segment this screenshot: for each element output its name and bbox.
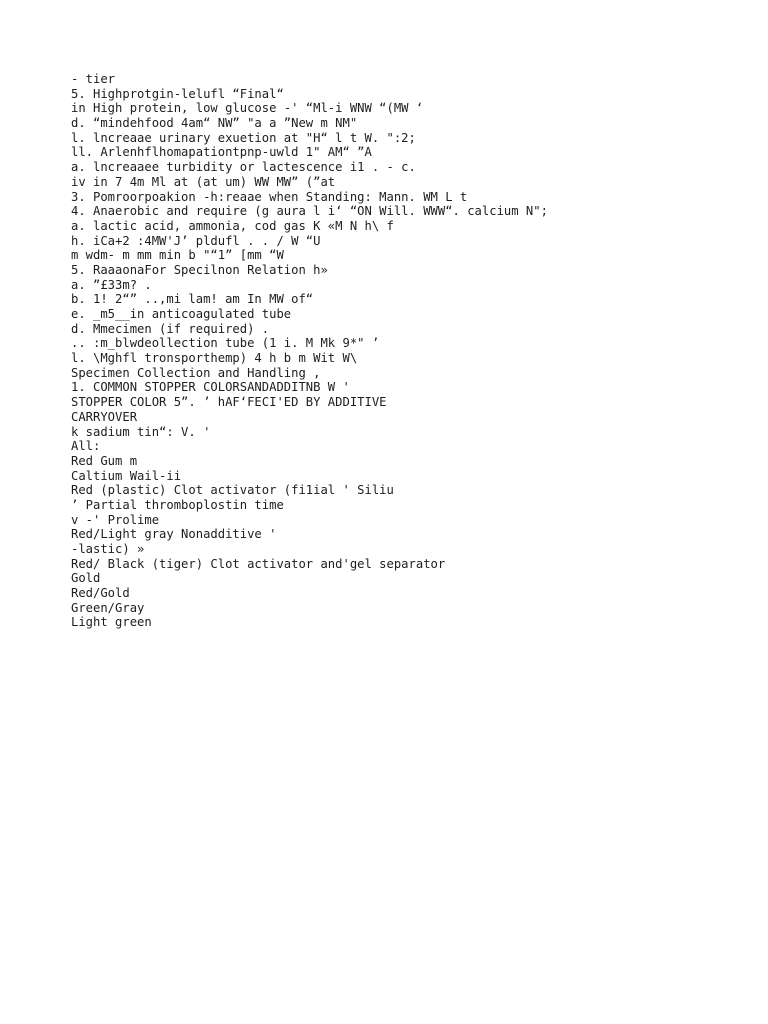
text-line: ll. Arlenhflhomapationtpnp-uwld 1" AM“ ”A — [71, 145, 372, 160]
text-line: Specimen Collection and Handling , — [71, 365, 321, 380]
text-line: 5. RaaaonaFor Specilnon Relation h» — [71, 262, 328, 277]
text-line: h. iCa+2 :4MW'J’ pldufl . . / W “U — [71, 233, 321, 248]
ocr-text-block — [71, 72, 751, 630]
text-line: 5. Highprotgin-lelufl “Final“ — [71, 86, 284, 101]
text-line: .. :m_blwdeollection tube (1 i. M Mk 9*" ’ — [71, 336, 380, 351]
text-line: d. “mindehfood 4am“ NW” "a a ”New m NM" — [71, 116, 358, 131]
text-line: e. _m5__in anticoagulated tube — [71, 307, 292, 321]
text-line: 1. COMMON STOPPER COLORSANDADDITNB W ' — [71, 380, 350, 395]
text-line: ’ Partial thromboplostin time — [71, 497, 284, 512]
text-line: -lastic) » — [71, 542, 145, 556]
text-line: Light green — [71, 615, 152, 630]
text-line: iv in 7 4m Ml at (at um) WW MW” (”at — [71, 174, 336, 189]
text-line: d. Mmecimen (if required) . — [71, 321, 270, 336]
text-line: CARRYOVER — [71, 409, 138, 424]
text-line: l. \Mghfl tronsporthemp) 4 h b m Wit W\ — [71, 351, 358, 366]
text-line: - tier — [71, 72, 116, 86]
text-line: STOPPER COLOR 5”. ’ hAF‘FECI'ED BY ADDITIVE — [71, 395, 387, 410]
text-line: a. ”£33m? . — [71, 277, 152, 292]
text-line: Red (plastic) Clot activator (fi1ial ' Siliu — [71, 483, 394, 498]
text-line: Gold — [71, 571, 101, 586]
text-line: in High protein, low glucose -' “Ml-i WNW “(MW ‘ — [71, 101, 424, 116]
text-line: 4. Anaerobic and require (g aura l i‘ “ON Will. WWW“. calcium N"; — [71, 204, 548, 219]
text-line: v -' Prolime — [71, 512, 160, 527]
text-line: All: — [71, 439, 101, 454]
text-line: Red/ Black (tiger) Clot activator and'gel separator — [71, 556, 446, 571]
text-line: Caltium Wail-ii — [71, 468, 182, 483]
text-line: Green/Gray — [71, 600, 145, 615]
text-line: m wdm- m mm min b "“1” [mm “W — [71, 248, 284, 263]
text-line: Red/Gold — [71, 586, 130, 601]
text-line: a. lncreaaee turbidity or lactescence i1 . - c. — [71, 160, 416, 175]
text-line: k sadium tin“: V. ' — [71, 424, 211, 439]
text-line: Red Gum m — [71, 453, 138, 468]
text-line: l. lncreaae urinary exuetion at "H“ l t W. ":2; — [71, 130, 416, 145]
text-line: Red/Light gray Nonadditive ' — [71, 527, 277, 542]
text-line: 3. Pomroorpoakion -h:reaae when Standing: Mann. WM L t — [71, 189, 468, 204]
text-line: b. 1! 2“” ..,mi lam! am In MW of“ — [71, 292, 314, 307]
text-line: a. lactic acid, ammonia, cod gas K «M N h\ f — [71, 218, 394, 233]
